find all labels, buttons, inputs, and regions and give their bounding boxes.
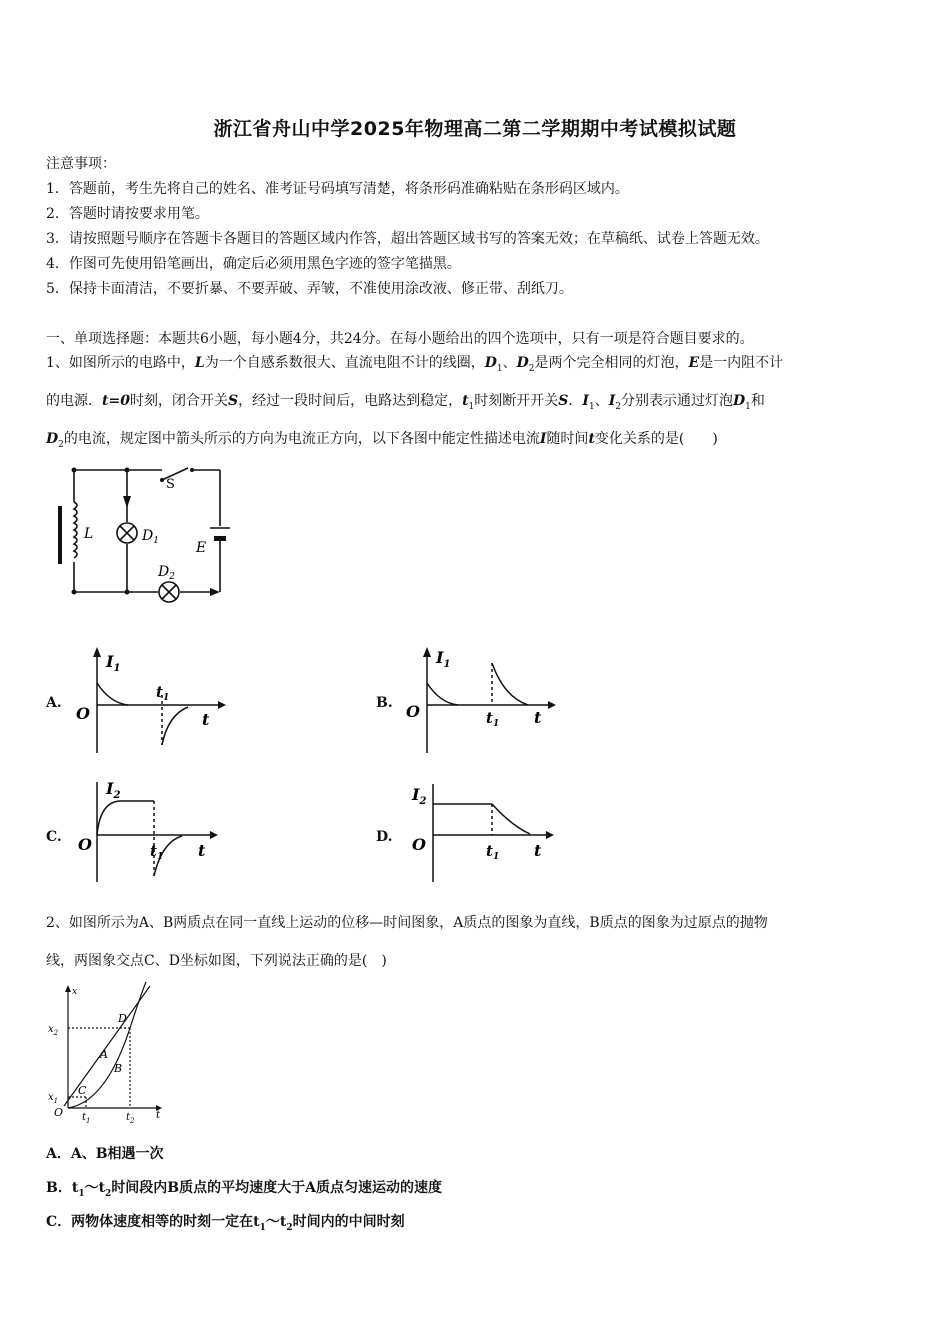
svg-text:x2: $x_2$ xyxy=(48,1024,59,1037)
graph-d[interactable] xyxy=(400,776,560,886)
q2-option-c[interactable]: C．两物体速度相等的时刻一定在$t_1\sim t_2$时间内的中间时刻 xyxy=(46,1214,405,1233)
graph-a-ylabel: $I_1$ xyxy=(106,652,121,674)
notice-item-5: 5．保持卡面清洁，不要折暴、不要弄破、弄皱，不准使用涂改液、修正带、刮纸刀。 xyxy=(46,281,573,297)
svg-text:B: B xyxy=(114,1062,123,1075)
q2-option-a[interactable]: A．A、B相遇一次 xyxy=(46,1146,164,1162)
q2-line-2: 线，两图象交点C、D坐标如图，下列说法正确的是( ) xyxy=(46,953,387,969)
svg-text:x: x xyxy=(72,987,78,997)
option-a-label[interactable]: A. xyxy=(46,695,62,711)
graph-b-t1: $t_1$ xyxy=(486,709,500,729)
page-title: 浙江省舟山中学2025年物理高二第二学期期中考试模拟试题 xyxy=(213,118,737,140)
label-S: S xyxy=(166,477,175,492)
graph-c-t: t xyxy=(198,841,206,860)
notice-item-4: 4．作图可先使用铅笔画出，确定后必须用黑色字迹的签字笔描黑。 xyxy=(46,256,461,272)
inductor-core xyxy=(58,506,62,564)
xt-graph xyxy=(46,982,176,1130)
q1-line-2: 的电源．t=0时刻，闭合开关S，经过一段时间后，电路达到稳定，$t_1$时刻断开开关S．$I_1$、$I_2$分别表示通过灯泡$D_1$和 xyxy=(46,393,765,412)
svg-text:O: O xyxy=(54,1106,64,1119)
graph-b-t: t xyxy=(534,708,542,727)
graph-a-t1: $t_1$ xyxy=(156,683,170,703)
option-b-label[interactable]: B. xyxy=(376,695,393,711)
q1-line-1: 1、如图所示的电路中，L为一个自感系数很大、直流电阻不计的线圈，$D_1$、$D_2$是两个完全相同的灯泡，E是一内阻不计 xyxy=(46,355,784,374)
graph-d-t: t xyxy=(534,841,542,860)
svg-text:A: A xyxy=(100,1048,108,1061)
svg-text:t1: $t_1$ xyxy=(82,1112,91,1125)
label-L: L xyxy=(84,526,94,542)
battery-short-plate xyxy=(214,536,226,541)
q1-line-3: $D_2$的电流，规定图中箭头所示的方向为电流正方向，以下各图中能定性描述电流I随时间t变化关系的是( ) xyxy=(46,431,718,450)
graph-c-ylabel: $I_2$ xyxy=(106,779,121,801)
notice-item-3: 3．请按照题号顺序在答题卡各题目的答题区域内作答，超出答题区域书写的答案无效；在草稿纸、试卷上答题无效。 xyxy=(46,231,769,247)
svg-text:D: D xyxy=(118,1012,127,1025)
q2-line-1: 2、如图所示为A、B两质点在同一直线上运动的位移—时间图象，A质点的图象为直线，B质点的图象为过原点的抛物 xyxy=(46,915,768,931)
graph-b[interactable] xyxy=(400,645,560,755)
option-d-label[interactable]: D. xyxy=(376,829,393,845)
graph-a-origin: O xyxy=(76,704,90,723)
graph-c[interactable] xyxy=(70,776,230,886)
q2-option-b[interactable]: B．$t_1\sim t_2$时间段内B质点的平均速度大于A质点匀速运动的速度 xyxy=(46,1180,443,1199)
label-D1: $D_1$ xyxy=(142,528,159,546)
graph-d-origin: O xyxy=(412,835,426,854)
notice-item-2: 2．答题时请按要求用笔。 xyxy=(46,206,209,222)
graph-a[interactable] xyxy=(70,645,230,755)
option-c-label[interactable]: C. xyxy=(46,829,62,845)
label-D2: $D_2$ xyxy=(158,564,175,582)
graph-b-origin: O xyxy=(406,702,420,721)
graph-c-t1: $t_1$ xyxy=(150,842,164,862)
notice-item-1: 1．答题前，考生先将自己的姓名、准考证号码填写清楚，将条形码准确粘贴在条形码区域内。 xyxy=(46,181,629,197)
svg-text:t: t xyxy=(156,1110,161,1121)
arrow-d1-icon xyxy=(123,496,131,508)
graph-d-ylabel: $I_2$ xyxy=(412,785,427,807)
graph-c-origin: O xyxy=(78,835,92,854)
graph-b-ylabel: $I_1$ xyxy=(436,648,451,670)
section-heading: 一、单项选择题：本题共6小题，每小题4分，共24分。在每小题给出的四个选项中，只有一项是符合题目要求的。 xyxy=(46,331,754,347)
arrow-d2-icon xyxy=(210,588,220,596)
notice-heading: 注意事项： xyxy=(46,156,116,172)
svg-text:t2: $t_2$ xyxy=(126,1112,135,1125)
svg-text:x1: $x_1$ xyxy=(48,1092,59,1105)
label-E: E xyxy=(196,540,207,556)
svg-text:C: C xyxy=(78,1084,87,1097)
circuit-diagram xyxy=(50,462,240,612)
graph-d-t1: $t_1$ xyxy=(486,842,500,862)
graph-a-t: t xyxy=(202,710,210,729)
